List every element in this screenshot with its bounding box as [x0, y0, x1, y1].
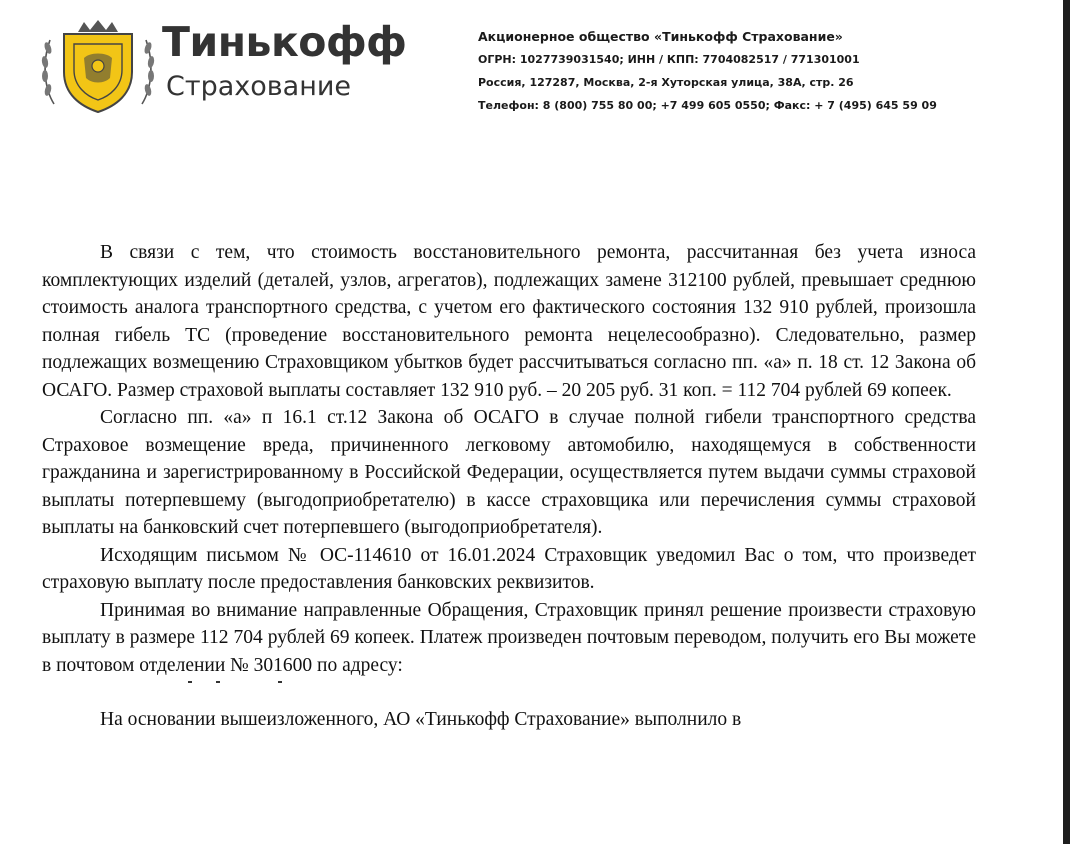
paragraph-outgoing-letter: Исходящим письмом № ОС-114610 от 16.01.2024 Страховщик уведомил Вас о том, что произведет страховую выплату после предоставления банковских реквизитов.	[42, 544, 976, 593]
paragraph-conclusion: На основании вышеизложенного, АО «Тинькофф Страхование» выполнило в	[100, 709, 742, 730]
paragraph-total-loss: В связи с тем, что стоимость восстановительного ремонта, рассчитанная без учета износа комплектующих изделий (деталей, узлов, агрегатов), подлежащих замене 312100 рублей, превышает среднюю стоимость аналога транспортного средства, с учетом его фактического состояния 132 910 рублей, произошла полная гибель ТС (проведение восстановительного ремонта нецелесообразно). Следовательно, размер подлежащих возмещению Страховщиком убытков будет рассчитываться согласно пп. «а» п. 18 ст. 12 Закона об ОСАГО. Размер страховой выплаты составляет 132 910 руб. – 20 205 руб. 31 коп. = 112 704 рублей 69 копеек.	[42, 242, 976, 401]
redacted-address	[42, 679, 976, 706]
company-details	[478, 27, 937, 119]
phone-fax-line: Телефон: 8 (800) 755 80 00; +7 499 605 0550; Факс: + 7 (495) 645 59 09	[478, 99, 937, 112]
address-line: Россия, 127287, Москва, 2-я Хуторская улица, 38А, стр. 26	[478, 76, 854, 89]
brand-subtitle: Страхование	[166, 71, 352, 102]
tinkoff-shield-logo	[40, 18, 156, 114]
brand-name: Тинькофф	[162, 18, 407, 66]
paragraph-osago-rule: Согласно пп. «а» п 16.1 ст.12 Закона об ОСАГО в случае полной гибели транспортного средства Страховое возмещение вреда, причиненного легковому автомобилю, находящемуся в собственности гражданина и зарегистрированному в Российской Федерации, осуществляется путем выдачи суммы страховой выплаты потерпевшему (выгодоприобретателю) в кассе страховщика или перечисления суммы страховой выплаты на банковский счет потерпевшего (выгодоприобретателя).	[42, 407, 976, 538]
ogrn-inn-line: ОГРН: 1027739031540; ИНН / КПП: 7704082517 / 771301001	[478, 53, 860, 66]
paragraph-payment-decision: Принимая во внимание направленные Обращения, Страховщик принял решение произвести страховую выплату в размере 112 704 рублей 69 копеек. Платеж произведен почтовым переводом, получить его Вы можете в почтовом отделении № 301600 по адресу:	[42, 599, 976, 676]
company-name: Акционерное общество «Тинькофф Страхование»	[478, 29, 843, 44]
letter-body	[42, 239, 976, 734]
